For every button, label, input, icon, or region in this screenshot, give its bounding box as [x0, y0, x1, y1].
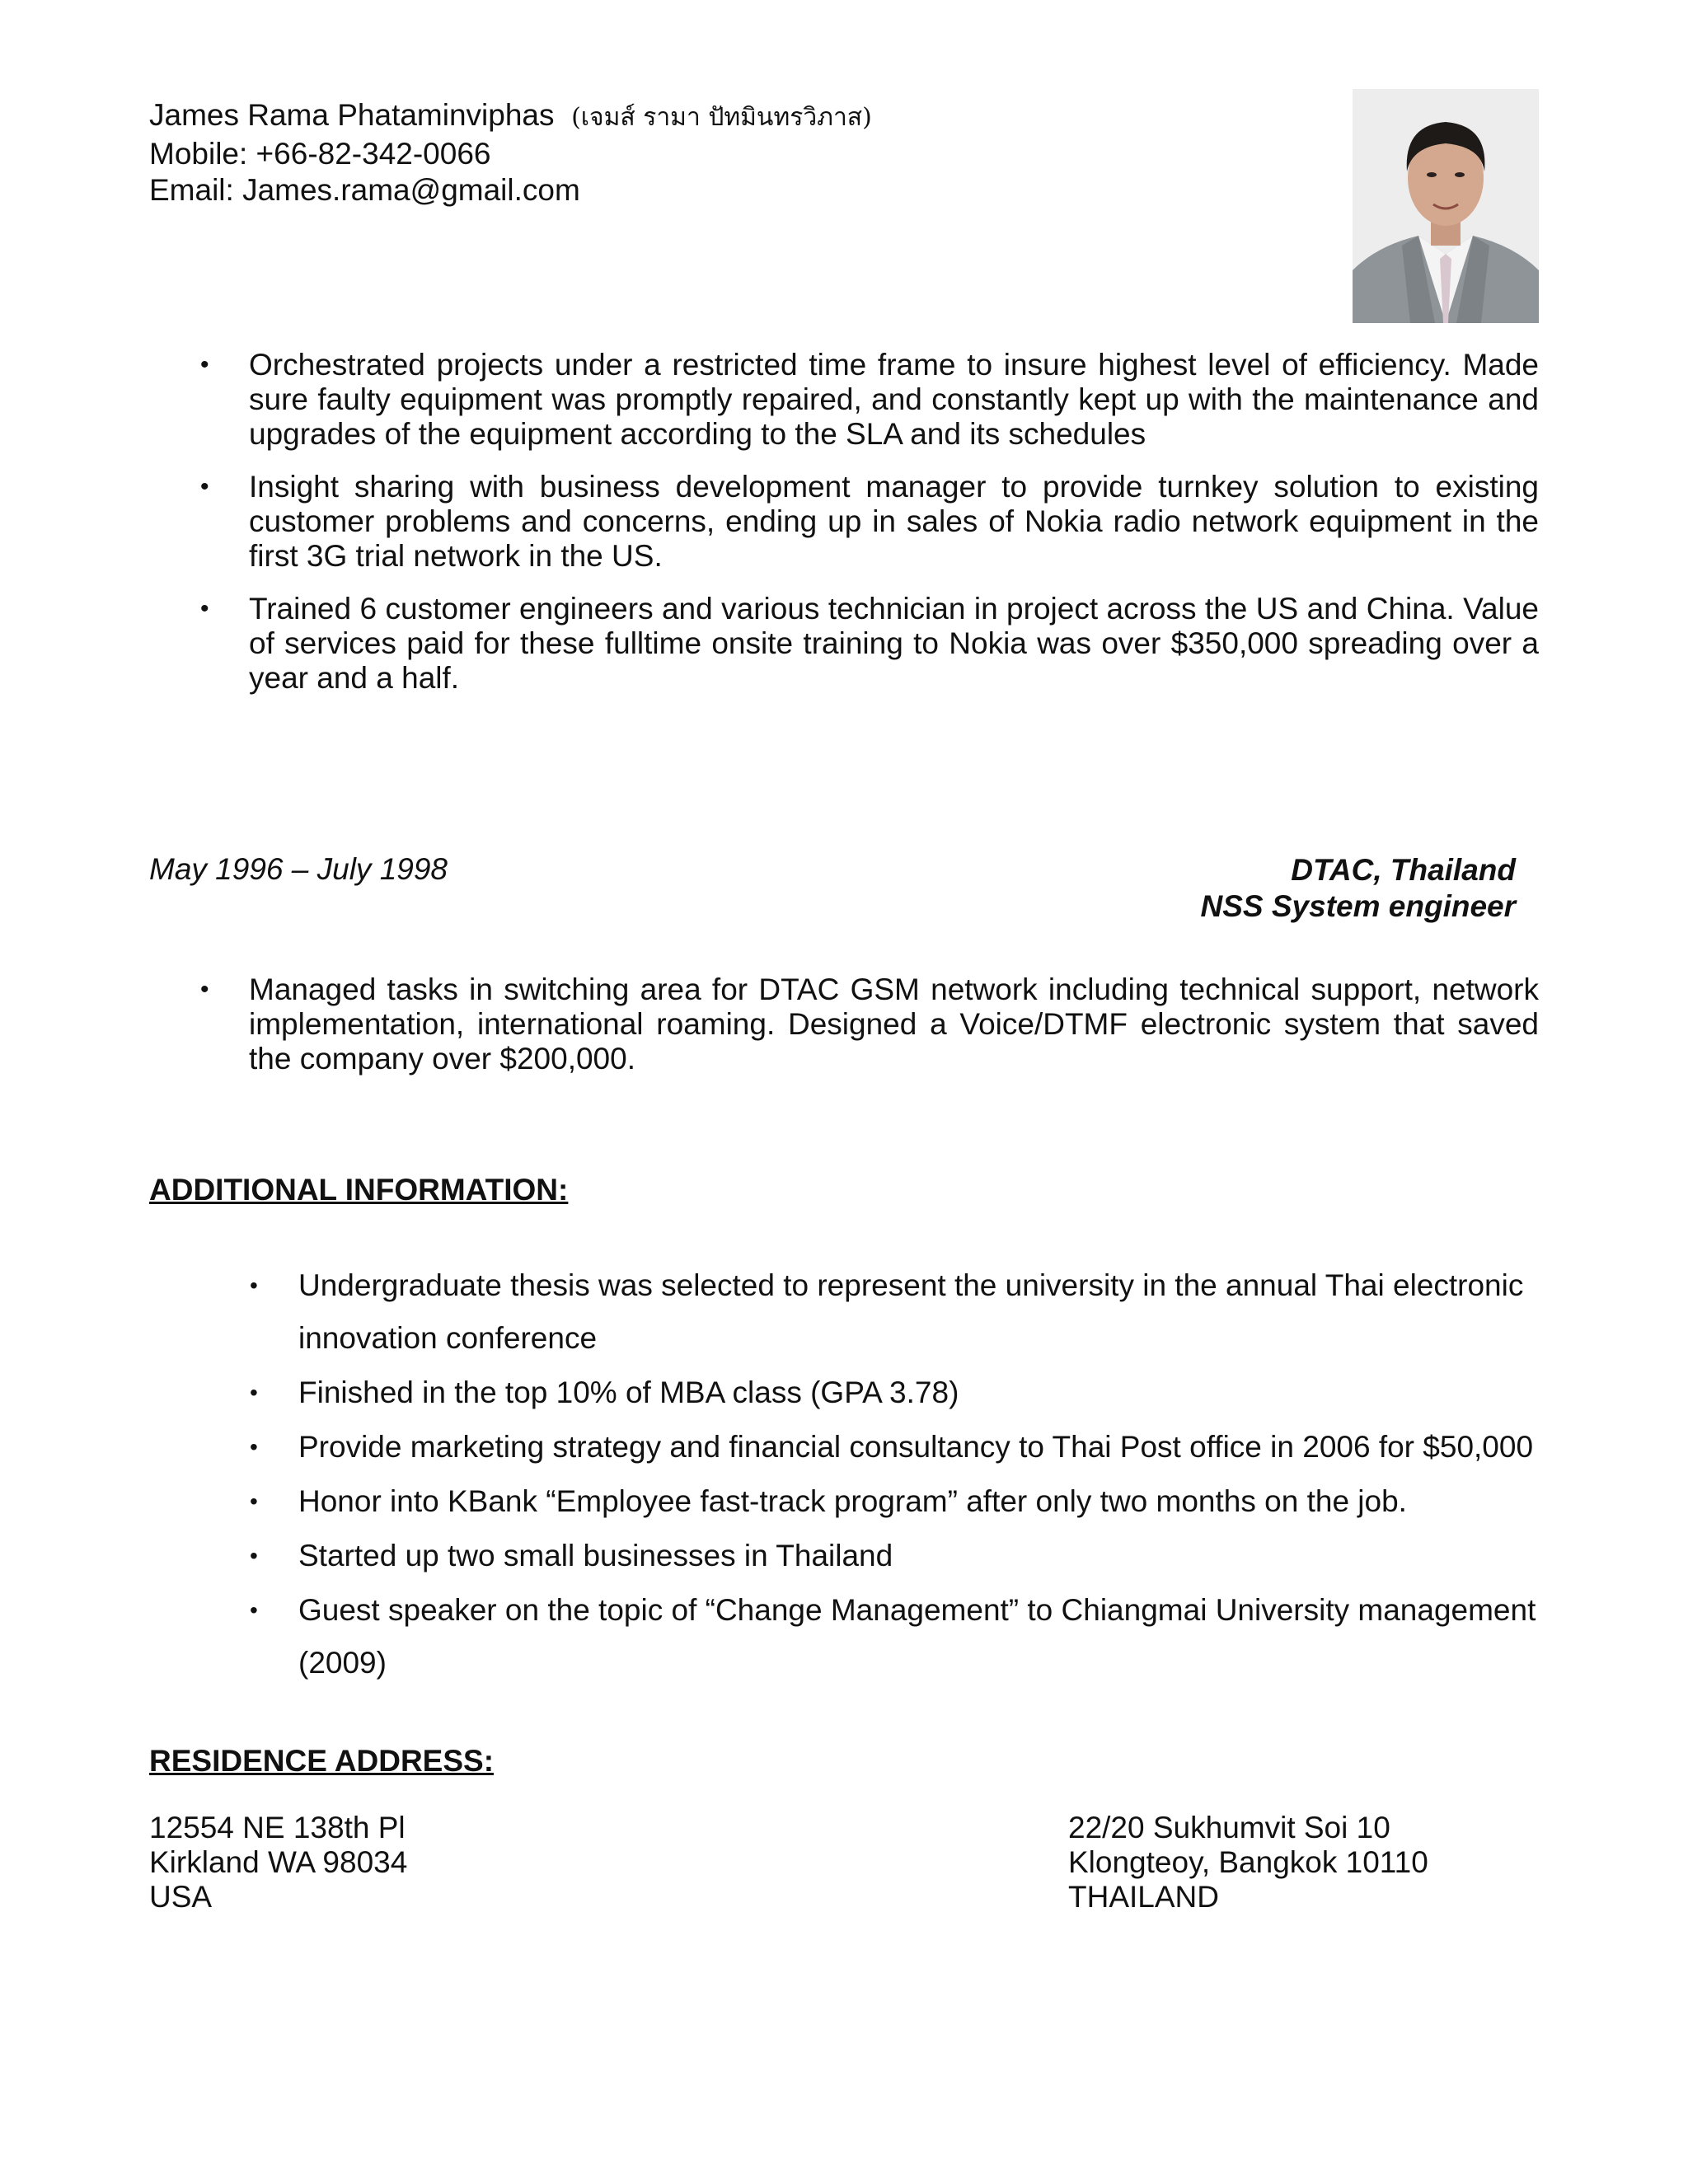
- address-line: 12554 NE 138th Pl: [149, 1811, 406, 1844]
- bullet-icon: •: [250, 1380, 258, 1405]
- bullet-text: Orchestrated projects under a restricted time frame to insure highest level of efficiency. Made sure faulty equipment was promptly repaired, and constantly kept up with the maintenance and upgrades of the equipment according to the SLA and its schedules: [249, 348, 1539, 451]
- bullet-icon: •: [250, 1434, 258, 1460]
- thai-name: (เจมส์ รามา ปัทมินทรวิภาส): [571, 103, 872, 132]
- bullet-icon: •: [200, 976, 209, 1003]
- bullet-text: Honor into KBank “Employee fast-track program” after only two months on the job.: [298, 1484, 1407, 1518]
- list-item: [149, 1530, 1539, 1582]
- bullet-text: Started up two small businesses in Thailand: [298, 1539, 893, 1572]
- address-line: Klongteoy, Bangkok 10110: [1068, 1845, 1428, 1879]
- address-line: 22/20 Sukhumvit Soi 10: [1068, 1811, 1390, 1844]
- address-line: Kirkland WA 98034: [149, 1845, 408, 1879]
- bullet-icon: •: [250, 1597, 258, 1623]
- bullet-icon: •: [200, 595, 209, 622]
- bullet-icon: •: [250, 1272, 258, 1298]
- name-line: [149, 97, 872, 136]
- list-item: [149, 1421, 1539, 1474]
- company-name: DTAC, Thailand: [1291, 853, 1516, 887]
- contact-header: [149, 97, 872, 209]
- address-line: THAILAND: [1068, 1880, 1219, 1914]
- job-company-block: [1201, 852, 1516, 925]
- mobile-number: Mobile: +66-82-342-0066: [149, 137, 491, 171]
- job-dates: May 1996 – July 1998: [149, 852, 448, 886]
- usa-address: [149, 1811, 407, 1915]
- list-item: [149, 1259, 1539, 1312]
- address-line: USA: [149, 1880, 213, 1914]
- bullet-text: Guest speaker on the topic of “Change Management” to Chiangmai University management: [298, 1593, 1536, 1627]
- nokia-experience-bullets: [149, 348, 1539, 696]
- list-item: [149, 1366, 1539, 1419]
- additional-info-list: [149, 1259, 1539, 1691]
- list-item: [149, 972, 1539, 1076]
- bullet-text: (2009): [298, 1646, 387, 1680]
- bullet-icon: •: [200, 351, 209, 378]
- additional-info-heading: ADDITIONAL INFORMATION:: [149, 1173, 569, 1207]
- bullet-text: Provide marketing strategy and financial consultancy to Thai Post office in 2006 for $50,000: [298, 1430, 1534, 1464]
- list-item: [149, 1584, 1539, 1637]
- list-item: [149, 470, 1539, 574]
- bullet-text: innovation conference: [298, 1321, 598, 1355]
- bullet-icon: •: [200, 473, 209, 500]
- bullet-text: Undergraduate thesis was selected to represent the university in the annual Thai electronic: [298, 1268, 1524, 1302]
- list-item: [149, 592, 1539, 696]
- job-title: NSS System engineer: [1200, 889, 1516, 923]
- email-address: Email: James.rama@gmail.com: [149, 173, 580, 207]
- list-item-continuation: [149, 1637, 1539, 1690]
- portrait-photo: [1353, 89, 1539, 323]
- residence-address-heading: RESIDENCE ADDRESS:: [149, 1744, 495, 1778]
- bullet-text: Managed tasks in switching area for DTAC GSM network including technical support, network implementation, international roaming. Designed a Voice/DTMF electronic system that saved the company over $200,000.: [249, 972, 1539, 1076]
- bullet-icon: •: [250, 1543, 258, 1568]
- bullet-icon: •: [250, 1488, 258, 1514]
- bullet-text: Finished in the top 10% of MBA class (GPA 3.78): [298, 1376, 959, 1409]
- bullet-text: Trained 6 customer engineers and various technician in project across the US and China. Value of services paid for these fulltime onsite training to Nokia was over $350,000 spreading over a year and a half.: [249, 592, 1539, 695]
- list-item: [149, 1475, 1539, 1528]
- list-item: [149, 348, 1539, 452]
- list-item-continuation: [149, 1312, 1539, 1365]
- bullet-text: Insight sharing with business development manager to provide turnkey solution to existing customer problems and concerns, ending up in sales of Nokia radio network equipment in the first 3G trial network in the US.: [249, 470, 1539, 573]
- dtac-experience-bullets: [149, 972, 1539, 1076]
- thailand-address: [1068, 1811, 1428, 1915]
- full-name: James Rama Phataminviphas: [149, 98, 555, 132]
- portrait-icon: [1353, 89, 1539, 323]
